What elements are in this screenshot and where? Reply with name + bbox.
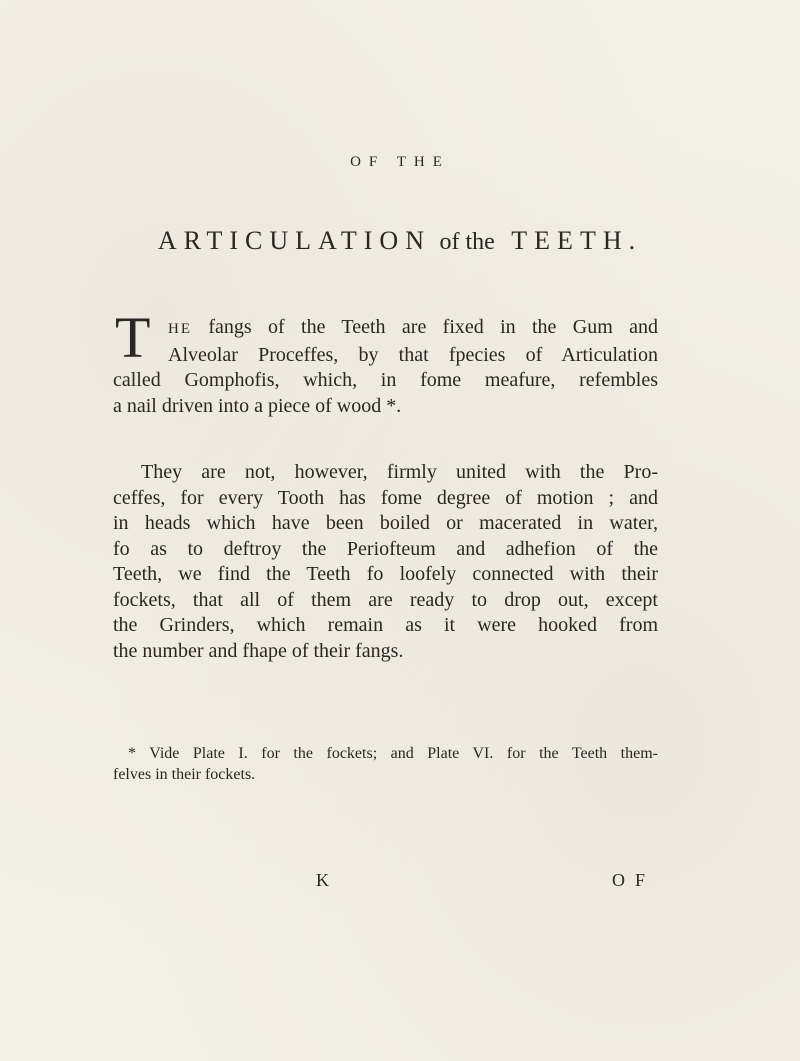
footnote-line: * Vide Plate I. for the fockets; and Plate VI. for the Teeth them- xyxy=(128,745,658,762)
paragraph-2 xyxy=(113,460,658,664)
footnote xyxy=(113,743,658,785)
paragraph-2-line: ceffes, for every Tooth has fome degree of motion ; and xyxy=(113,486,658,509)
paragraph-2-line: the number and fhape of their fangs. xyxy=(113,639,404,662)
chapter-title xyxy=(0,226,800,256)
paragraph-1-line: called Gomphofis, which, in fome meafure, refembles xyxy=(113,369,658,391)
paragraph-1-line: HE fangs of the Teeth are fixed in the Gum and xyxy=(168,316,658,338)
catchword: OF xyxy=(612,870,656,890)
first-word: HE xyxy=(168,321,192,337)
signature-mark: K xyxy=(316,870,329,890)
paragraph-2-line: in heads which have been boiled or macerated in water, xyxy=(113,512,658,534)
title-main: ARTICULATION xyxy=(157,226,431,255)
drop-cap: T xyxy=(115,305,151,370)
paragraph-2-line: Teeth, we find the Teeth fo loofely connected with their xyxy=(113,563,658,585)
paragraph-2-line: the Grinders, which remain as it were hooked from xyxy=(113,614,658,636)
paragraph-2-line: fockets, that all of them are ready to drop out, except xyxy=(113,588,658,611)
paragraph-2-line: They are not, however, firmly united with the Pro- xyxy=(141,461,658,483)
paragraph-1 xyxy=(113,305,658,419)
footnote-line: felves in their fockets. xyxy=(113,766,256,783)
section-header: OF THE xyxy=(350,154,450,170)
paragraph-1-line: a nail driven into a piece of wood *. xyxy=(113,394,402,417)
paragraph-2-line: fo as to deftroy the Periofteum and adhefion of the xyxy=(113,537,658,560)
title-teeth: TEETH. xyxy=(511,226,643,255)
title-of: of the xyxy=(439,229,495,255)
paragraph-1-line: Alveolar Proceffes, by that fpecies of Articulation xyxy=(168,343,658,366)
